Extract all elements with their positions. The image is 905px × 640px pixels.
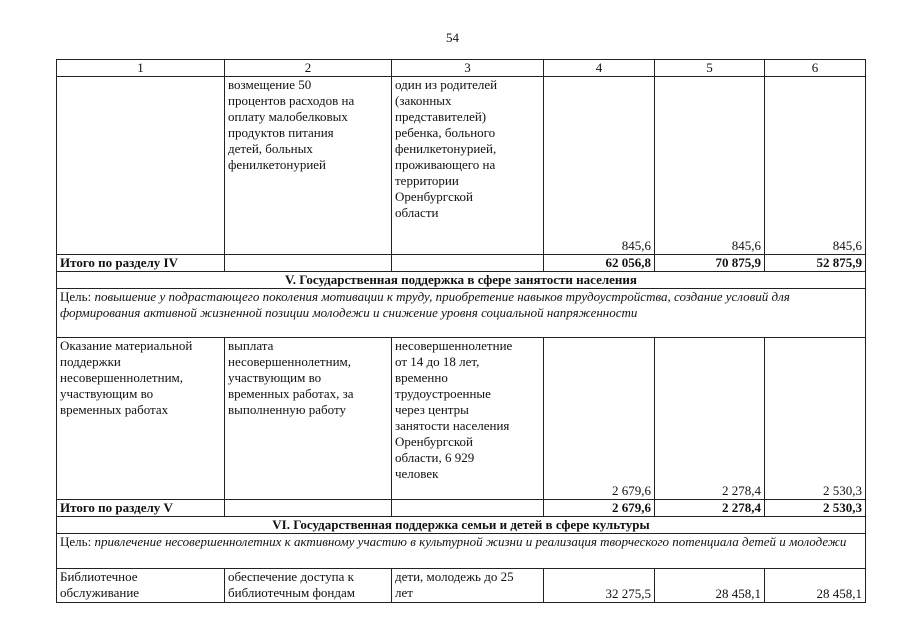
content-cell: возмещение 50 процентов расходов на оплату малобелковых продуктов питания детей, больных фенилкетонурией (225, 77, 392, 255)
total-label: Итого по разделу IV (57, 255, 225, 272)
empty-cell (392, 255, 544, 272)
empty-cell (225, 500, 392, 517)
recipients-cell: дети, молодежь до 25 лет (392, 569, 544, 603)
total-row-section-iv (57, 255, 866, 272)
section-title-v: V. Государственная поддержка в сфере занятости населения (57, 272, 866, 289)
section-heading-row (57, 517, 866, 534)
total-label: Итого по разделу V (57, 500, 225, 517)
table-header-row (57, 60, 866, 77)
content-cell: выплата несовершеннолетним, участвующим во временных работах, за выполненную работу (225, 338, 392, 500)
recipients-cell: несовершеннолетние от 14 до 18 лет, временно трудоустроенные через центры занятости населения Оренбургской области, 6 929 человек (392, 338, 544, 500)
value-cell-year2: 2 278,4 (655, 338, 765, 500)
measure-cell: Оказание материальной поддержки несовершеннолетним, участвующим во временных работах (57, 338, 225, 500)
value-cell-year3: 845,6 (765, 77, 866, 255)
value-cell-year1: 845,6 (544, 77, 655, 255)
value-cell-year2: 845,6 (655, 77, 765, 255)
goal-cell (57, 289, 866, 338)
table-row (57, 338, 866, 500)
column-number-2: 2 (225, 60, 392, 77)
column-number-4: 4 (544, 60, 655, 77)
total-row-section-v (57, 500, 866, 517)
goal-text: привлечение несовершеннолетних к активному участию в культурной жизни и реализация творческого потенциала детей и молодежи (94, 534, 847, 549)
column-number-3: 3 (392, 60, 544, 77)
column-number-6: 6 (765, 60, 866, 77)
total-value-year2: 70 875,9 (655, 255, 765, 272)
measure-cell (57, 77, 225, 255)
page-number: 54 (446, 30, 459, 45)
goal-text: повышение у подрастающего поколения мотивации к труду, приобретение навыков трудоустройства, создание условий для формирования активной жизненной позиции молодежи и снижение уровня социальной напряженности (60, 289, 790, 320)
value-cell-year1: 2 679,6 (544, 338, 655, 500)
section-heading-row (57, 272, 866, 289)
total-value-year1: 2 679,6 (544, 500, 655, 517)
total-value-year3: 2 530,3 (765, 500, 866, 517)
value-cell-year1: 32 275,5 (544, 569, 655, 603)
goal-label: Цель: (60, 289, 95, 304)
empty-cell (392, 500, 544, 517)
value-cell-year3: 2 530,3 (765, 338, 866, 500)
total-value-year3: 52 875,9 (765, 255, 866, 272)
total-value-year2: 2 278,4 (655, 500, 765, 517)
goal-row (57, 534, 866, 569)
goal-row (57, 289, 866, 338)
content-cell: обеспечение доступа к библиотечным фондам (225, 569, 392, 603)
empty-cell (225, 255, 392, 272)
goal-cell (57, 534, 866, 569)
recipients-cell: один из родителей (законных представителей) ребенка, больного фенилкетонурией, проживающего на территории Оренбургской области (392, 77, 544, 255)
column-number-5: 5 (655, 60, 765, 77)
table-row (57, 569, 866, 603)
measure-cell: Библиотечное обслуживание (57, 569, 225, 603)
value-cell-year2: 28 458,1 (655, 569, 765, 603)
table-row (57, 77, 866, 255)
section-title-vi: VI. Государственная поддержка семьи и детей в сфере культуры (57, 517, 866, 534)
column-number-1: 1 (57, 60, 225, 77)
goal-label: Цель: (60, 534, 95, 549)
budget-table (56, 59, 866, 603)
total-value-year1: 62 056,8 (544, 255, 655, 272)
value-cell-year3: 28 458,1 (765, 569, 866, 603)
